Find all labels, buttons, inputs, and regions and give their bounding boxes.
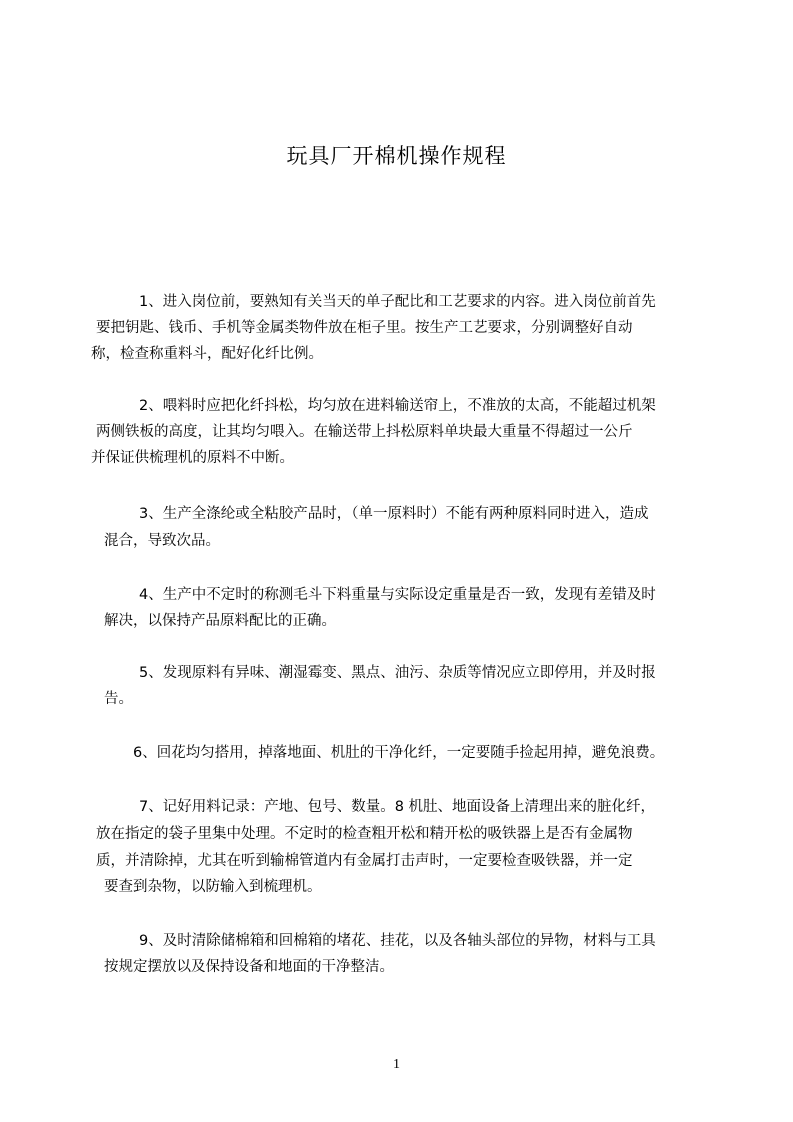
paragraph-1-line-1: 1、进入岗位前，要熟知有关当天的单子配比和工艺要求的内容。进入岗位前首先 (139, 294, 656, 310)
paragraph-2-line-1: 2、喂料时应把化纤抖松，均匀放在进料输送帘上，不准放的太高，不能超过机架 (139, 398, 656, 414)
paragraph-7-line-1: 7、记好用料记录：产地、包号、数量。8 机肚、地面设备上清理出来的脏化纤， (139, 799, 656, 815)
paragraph-2-line-3: 并保证供梳理机的原料不中断。 (91, 450, 294, 466)
paragraph-5-line-2: 告。 (104, 691, 133, 707)
paragraph-7-line-2: 放在指定的袋子里集中处理。不定时的检查粗开松和精开松的吸铁器上是否有金属物 (96, 826, 633, 842)
paragraph-1-line-2: 要把钥匙、钱币、手机等金属类物件放在柜子里。按生产工艺要求，分别调整好自动 (96, 320, 633, 336)
paragraph-3-line-1: 3、生产全涤纶或全粘胶产品时，（单一原料时）不能有两种原料同时进入，造成 (139, 506, 649, 522)
paragraph-6-line-1: 6、回花均匀搭用，掉落地面、机肚的干净化纤，一定要随手捡起用掉，避免浪费。 (133, 745, 665, 761)
paragraph-9-line-2: 按规定摆放以及保持设备和地面的干净整洁。 (104, 959, 394, 975)
paragraph-5-line-1: 5、发现原料有异味、潮湿霉变、黑点、油污、杂质等情况应立即停用，并及时报 (139, 665, 656, 681)
paragraph-2-line-2: 两侧铁板的高度，让其均匀喂入。在输送带上抖松原料单块最大重量不得超过一公斤 (96, 424, 633, 440)
document-title: 玩具厂开棉机操作规程 (286, 144, 507, 168)
paragraph-7-line-3: 质，并清除掉，尤其在听到输棉管道内有金属打击声时，一定要检查吸铁器，并一定 (96, 853, 633, 869)
paragraph-4-line-2: 解决，以保持产品原料配比的正确。 (104, 613, 336, 629)
paragraph-7-line-4: 要查到杂物，以防输入到梳理机。 (104, 879, 322, 895)
paragraph-4-line-1: 4、生产中不定时的称测毛斗下料重量与实际设定重量是否一致，发现有差错及时 (139, 587, 656, 603)
paragraph-9-line-1: 9、及时清除储棉箱和回棉箱的堵花、挂花，以及各轴头部位的异物，材料与工具 (139, 933, 656, 949)
paragraph-1-line-3: 称，检查称重料斗，配好化纤比例。 (91, 346, 323, 362)
paragraph-3-line-2: 混合，导致次品。 (104, 533, 220, 549)
page-number: 1 (393, 1057, 400, 1072)
